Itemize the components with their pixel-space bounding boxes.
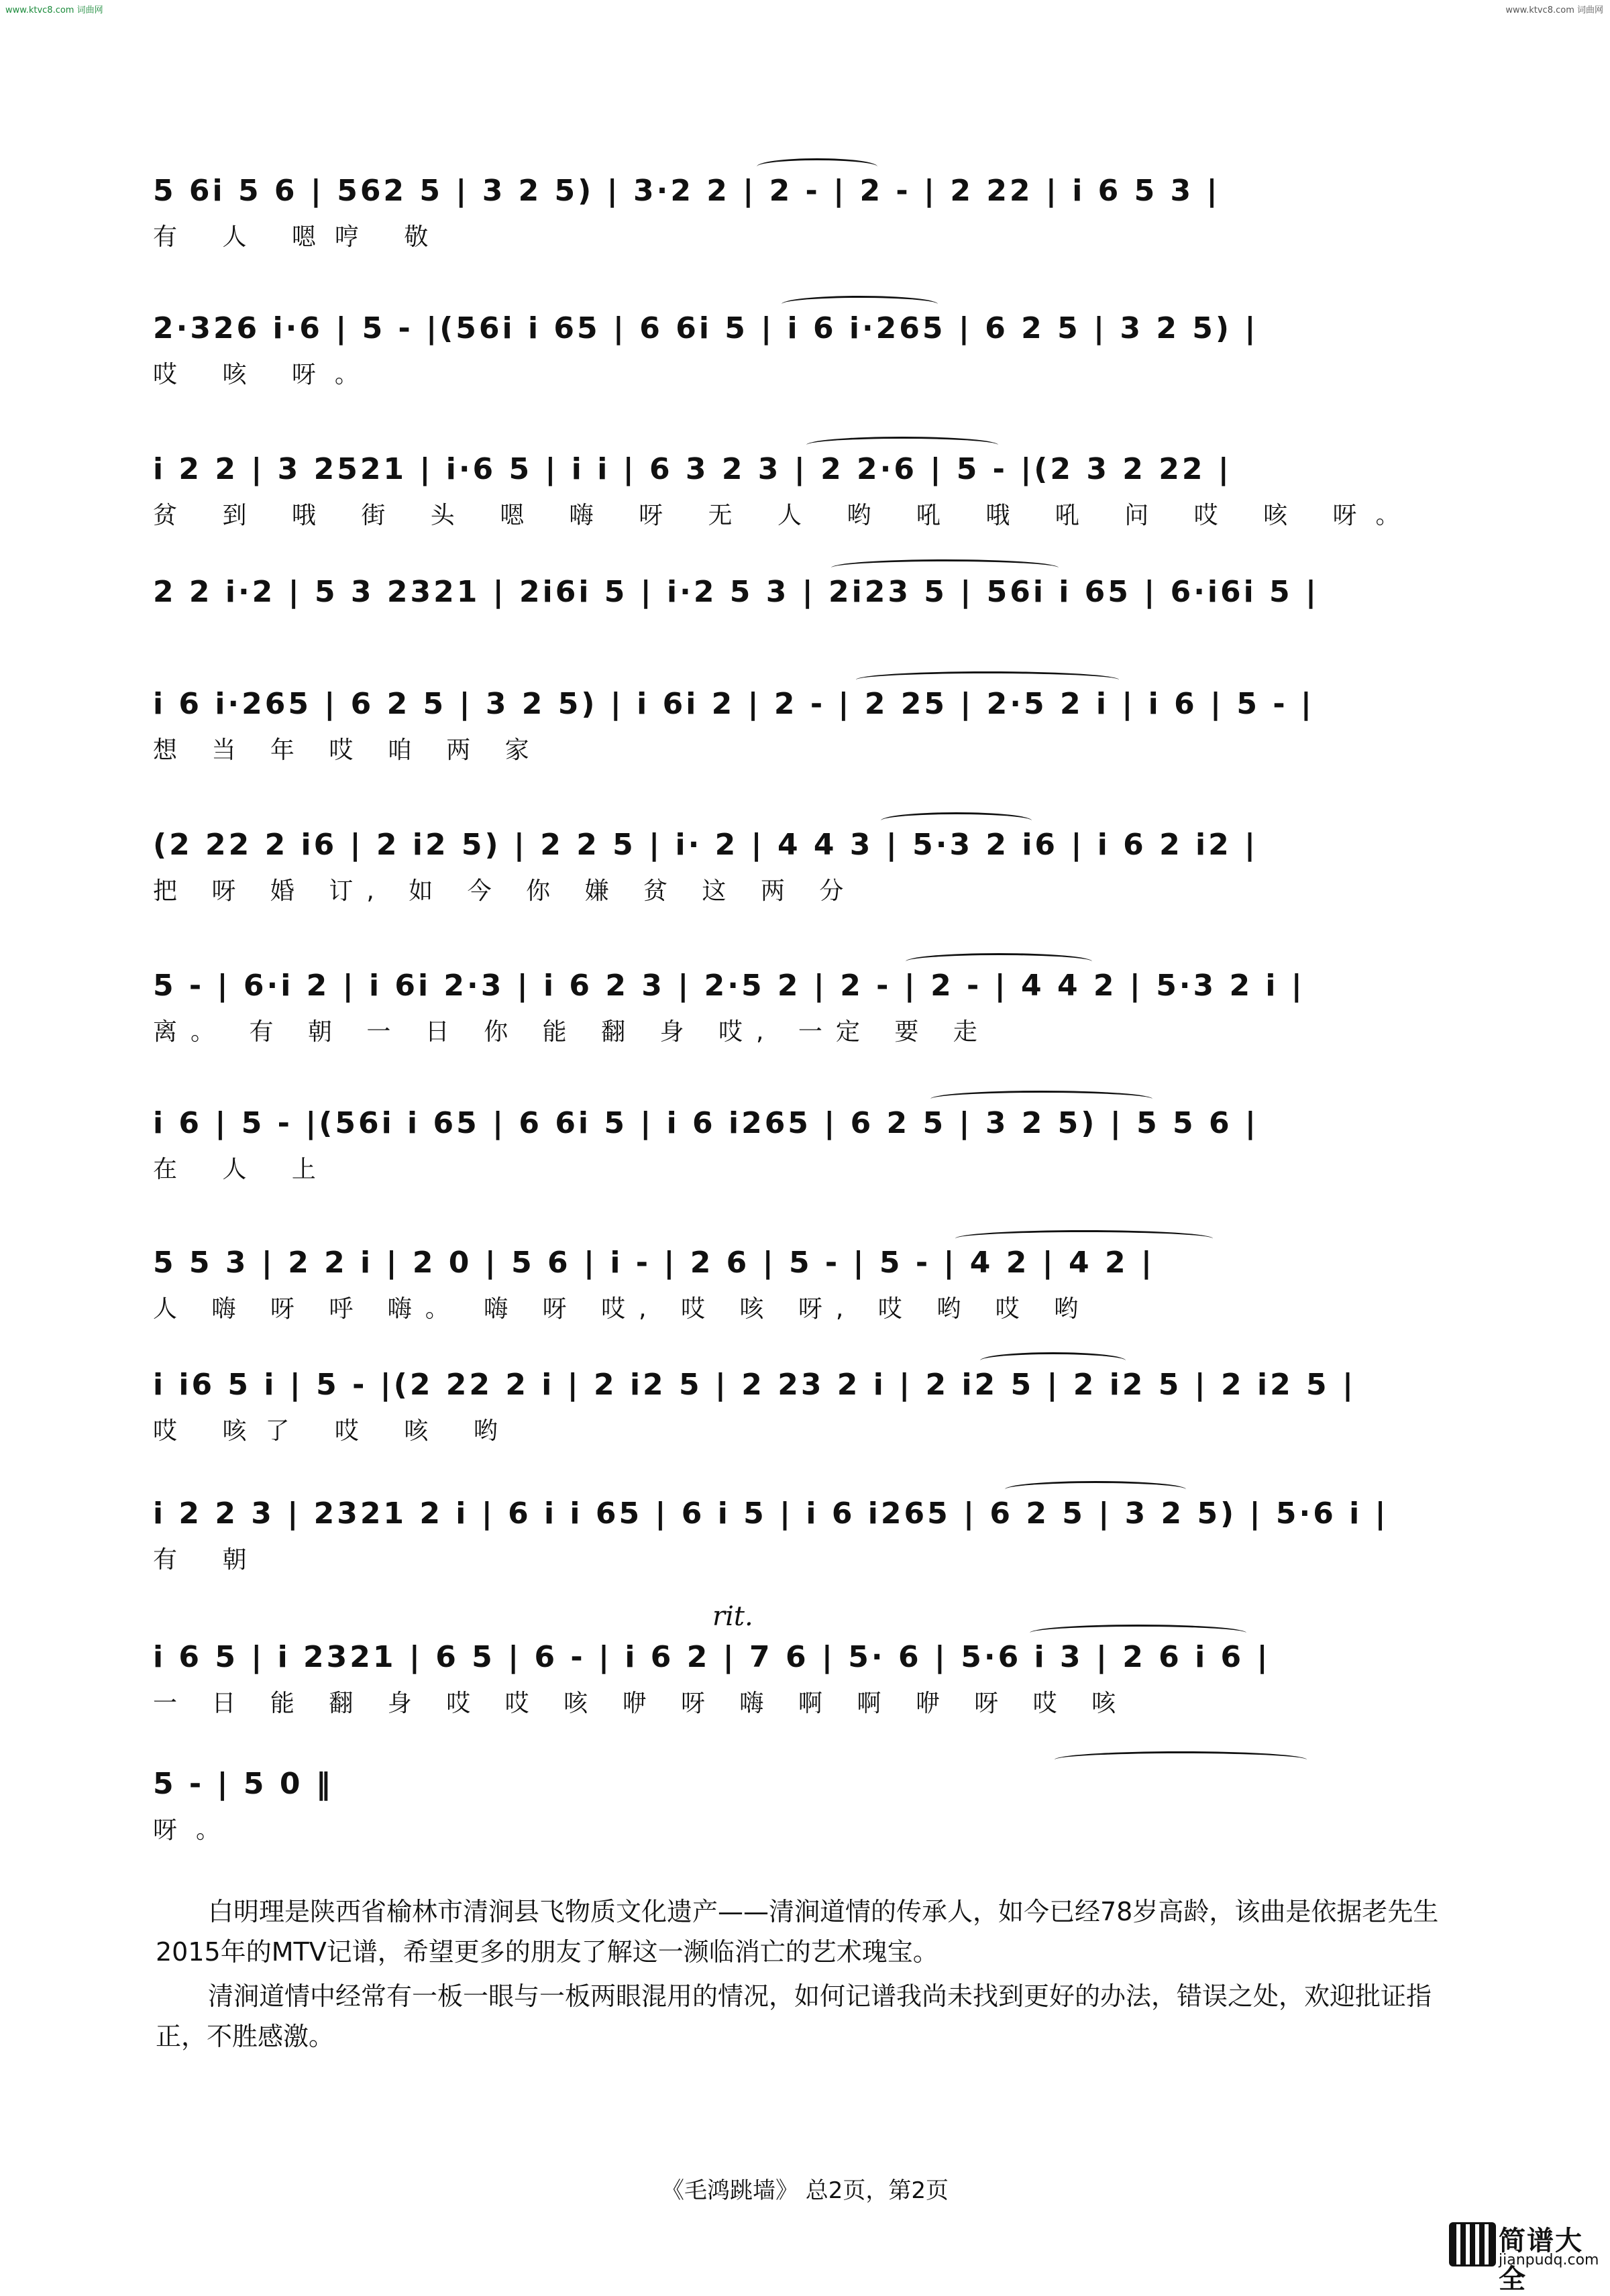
notes-line: 5 - | 5 0 ‖ bbox=[153, 1767, 333, 1801]
slur-mark bbox=[955, 1230, 1213, 1247]
note-paragraph-2: 清涧道情中经常有一板一眼与一板两眼混用的情况，如何记谱我尚未找到更好的办法，错误之处，欢迎批证指正，不胜感激。 bbox=[156, 1981, 1432, 2051]
lyric-line bbox=[153, 621, 1460, 656]
lyric-line: 想 当 年 哎 咱 两 家 bbox=[153, 736, 543, 764]
score-row-4 bbox=[153, 569, 1460, 663]
note-paragraph-1: 白明理是陕西省榆林市清涧县飞物质文化遗产——清涧道情的传承人，如今已经78岁高龄，该曲是依据老先生2015年的MTV记谱，希望更多的朋友了解这一濒临消亡的艺术瑰宝。 bbox=[156, 1897, 1439, 1967]
logo-name: 简谱大全 bbox=[1499, 2226, 1583, 2295]
slur-mark bbox=[757, 158, 877, 175]
watermark-top-left: www.ktvc8.com 词曲网 bbox=[5, 5, 103, 15]
slur-mark bbox=[782, 296, 938, 313]
lyric-line: 哎 咳 呀。 bbox=[153, 361, 378, 388]
site-logo bbox=[1449, 2218, 1603, 2295]
notes-line: i i6 5 i | 5 - |(2 22 2 i | 2 i2 5 | 2 23 2 i | 2 i2 5 | 2 i2 5 | 2 i2 5 | bbox=[153, 1368, 1356, 1402]
score-row-1 bbox=[153, 168, 1460, 262]
slur-mark bbox=[930, 1091, 1152, 1107]
notes-line: 5 - | 6·i 2 | i 6i 2·3 | i 6 2 3 | 2·5 2 | 2 - | 2 - | 4 4 2 | 5·3 2 i | bbox=[153, 969, 1305, 1003]
logo-url: jianpudq.com bbox=[1499, 2252, 1599, 2268]
slur-mark bbox=[980, 1352, 1126, 1369]
notes-line: i 6 i·265 | 6 2 5 | 3 2 5) | i 6i 2 | 2 - | 2 25 | 2·5 2 i | i 6 | 5 - | bbox=[153, 687, 1314, 721]
notes-line: i 2 2 3 | 2321 2 i | 6 i i 65 | 6 i 5 | i 6 i265 | 6 2 5 | 3 2 5) | 5·6 i | bbox=[153, 1496, 1389, 1531]
slur-mark bbox=[881, 812, 1032, 829]
slur-mark bbox=[906, 953, 1092, 970]
lyric-line: 离。 有 朝 一 日 你 能 翻 身 哎, 一定 要 走 bbox=[153, 1018, 991, 1046]
slur-mark bbox=[1005, 1481, 1186, 1498]
lyric-line: 人 嗨 呀 呼 嗨。 嗨 呀 哎, 哎 咳 呀, 哎 哟 哎 哟 bbox=[153, 1295, 1092, 1323]
score-row-12 bbox=[153, 1634, 1460, 1728]
notes-line: 5 5 3 | 2 2 i | 2 0 | 5 6 | i - | 2 6 | 5 - | 5 - | 4 2 | 4 2 | bbox=[153, 1246, 1155, 1280]
slur-mark bbox=[806, 437, 998, 453]
score-row-13 bbox=[153, 1761, 1460, 1855]
notes-line: 5 6i 5 6 | 562 5 | 3 2 5) | 3·2 2 | 2 - | 2 - | 2 22 | i 6 5 3 | bbox=[153, 174, 1220, 208]
slur-mark bbox=[856, 671, 1119, 688]
page-footer: 《毛鸿跳墙》 总2页，第2页 bbox=[661, 2177, 949, 2204]
score-row-6 bbox=[153, 822, 1460, 916]
watermark-top-right: www.ktvc8.com 词曲网 bbox=[1505, 5, 1603, 15]
score-row-7 bbox=[153, 963, 1460, 1056]
score-row-3 bbox=[153, 446, 1460, 540]
lyric-line: 哎 咳了 哎 咳 哟 bbox=[153, 1417, 517, 1445]
lyric-line: 呀。 bbox=[153, 1816, 239, 1844]
slur-mark bbox=[831, 559, 1059, 576]
notes-line: 2·326 i·6 | 5 - |(56i i 65 | 6 6i 5 | i 6 i·265 | 6 2 5 | 3 2 5) | bbox=[153, 311, 1258, 345]
notes-line: i 2 2 | 3 2521 | i·6 5 | i i | 6 3 2 3 | 2 2·6 | 5 - |(2 3 2 22 | bbox=[153, 452, 1232, 486]
notes-line: (2 22 2 i6 | 2 i2 5) | 2 2 5 | i· 2 | 4 4 3 | 5·3 2 i6 | i 6 2 i2 | bbox=[153, 828, 1258, 862]
score-row-2 bbox=[153, 305, 1460, 399]
lyric-line: 在 人 上 bbox=[153, 1156, 335, 1183]
tempo-mark-rit: rit. bbox=[712, 1601, 753, 1632]
lyric-line: 贫 到 哦 街 头 嗯 嗨 呀 无 人 哟 吼 哦 吼 问 哎 咳 呀。 bbox=[153, 502, 1419, 529]
lyric-line: 一 日 能 翻 身 哎 哎 咳 咿 呀 嗨 啊 啊 咿 呀 哎 咳 bbox=[153, 1690, 1130, 1717]
notes-line: 2 2 i·2 | 5 3 2321 | 2i6i 5 | i·2 5 3 | 2i23 5 | 56i i 65 | 6·i6i 5 | bbox=[153, 575, 1320, 609]
notes-line: i 6 | 5 - |(56i i 65 | 6 6i 5 | i 6 i265 | 6 2 5 | 3 2 5) | 5 5 6 | bbox=[153, 1106, 1258, 1140]
piano-icon bbox=[1449, 2222, 1496, 2266]
score-row-9 bbox=[153, 1240, 1460, 1333]
lyric-line: 有 朝 bbox=[153, 1546, 266, 1574]
slur-mark bbox=[1030, 1625, 1246, 1641]
score-row-11 bbox=[153, 1490, 1460, 1584]
lyric-line: 把 呀 婚 订, 如 今 你 嫌 贫 这 两 分 bbox=[153, 877, 857, 905]
slur-mark bbox=[1055, 1751, 1307, 1768]
notes-line: i 6 5 | i 2321 | 6 5 | 6 - | i 6 2 | 7 6 | 5· 6 | 5·6 i 3 | 2 6 i 6 | bbox=[153, 1640, 1271, 1674]
lyric-line: 有 人 嗯哼 敬 bbox=[153, 223, 447, 251]
score-row-8 bbox=[153, 1100, 1460, 1194]
score-row-10 bbox=[153, 1362, 1460, 1456]
score-row-5 bbox=[153, 681, 1460, 775]
